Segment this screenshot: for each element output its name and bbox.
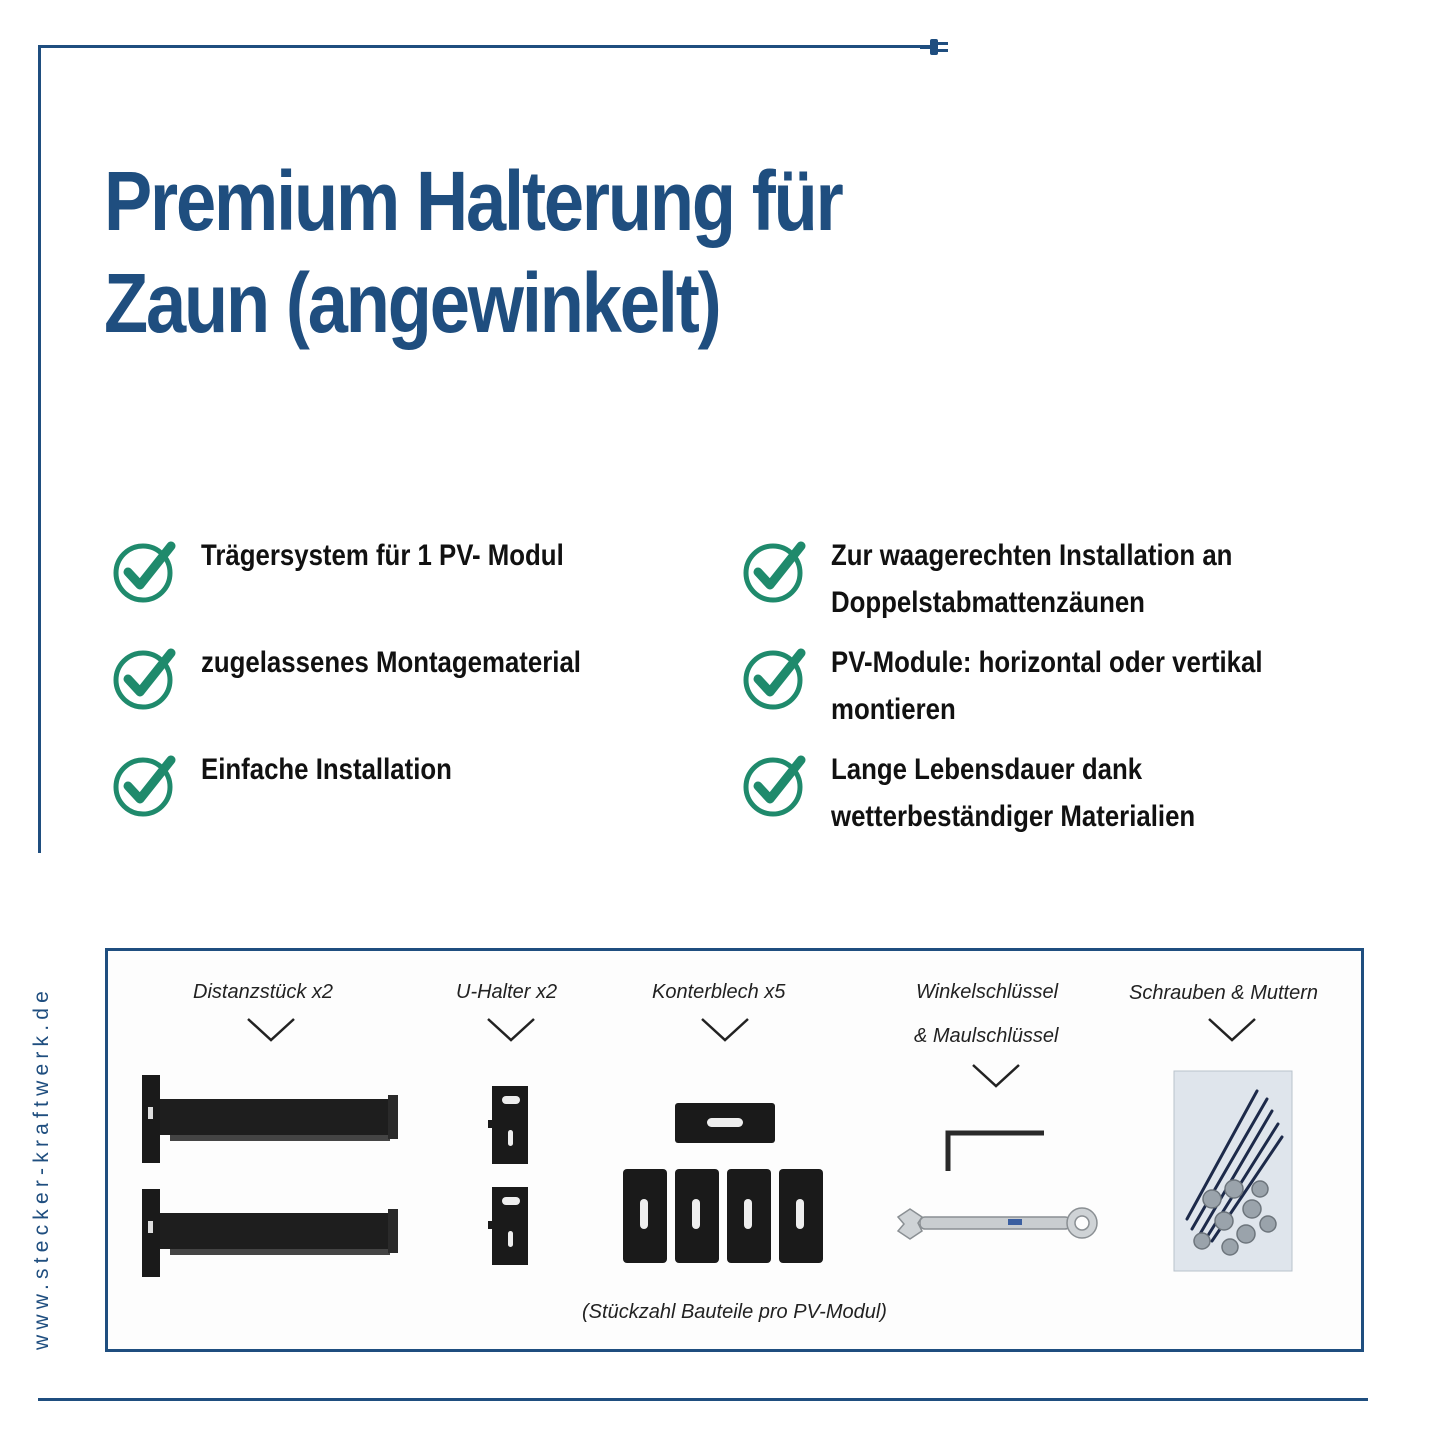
distanzstueck-image: [140, 1073, 405, 1283]
chevron-down-icon: [971, 1063, 1021, 1089]
check-circle-icon: [743, 540, 807, 604]
check-circle-icon: [113, 540, 177, 604]
chevron-down-icon: [700, 1017, 750, 1043]
feature-text: Trägersystem für 1 PV- Modul: [201, 539, 564, 572]
konterblech-image: [621, 1101, 826, 1266]
feature-item-3: [113, 753, 493, 818]
title-line-2: Zaun (angewinkelt): [104, 256, 720, 350]
feature-text: zugelassenes Montagematerial: [201, 646, 581, 679]
feature-text: Einfache Installation: [201, 753, 452, 786]
website-url: www.stecker-kraftwerk.de: [30, 985, 53, 1350]
page-title: [104, 150, 842, 354]
check-circle-icon: [113, 754, 177, 818]
title-line-1: Premium Halterung für: [104, 154, 842, 248]
feature-item-1: [113, 539, 623, 604]
feature-text-line-1: Lange Lebensdauer dank: [831, 753, 1143, 786]
check-circle-icon: [113, 647, 177, 711]
component-label-winkelschluessel: Winkelschlüssel: [916, 981, 1059, 1003]
frame-bottom-line: [38, 1398, 1368, 1401]
chevron-down-icon: [246, 1017, 296, 1043]
components-box: [105, 948, 1364, 1352]
check-circle-icon: [743, 647, 807, 711]
component-label-maulschluessel: & Maulschlüssel: [914, 1025, 1059, 1047]
component-label-schrauben: Schrauben & Muttern: [1129, 982, 1318, 1004]
feature-text-line-1: Zur waagerechten Installation an: [831, 539, 1233, 572]
schrauben-image: [1172, 1069, 1294, 1273]
feature-text-line-1: PV-Module: horizontal oder vertikal: [831, 646, 1263, 679]
feature-text-line-2: Doppelstabmattenzäunen: [831, 586, 1145, 619]
feature-item-4: [743, 539, 1298, 626]
feature-text: [831, 532, 1232, 626]
frame-left-line: [38, 45, 41, 853]
schluessel-image: [888, 1123, 1103, 1253]
feature-item-6: [743, 753, 1254, 840]
feature-text: [831, 746, 1195, 840]
footnote: (Stückzahl Bauteile pro PV-Modul): [582, 1301, 887, 1323]
chevron-down-icon: [486, 1017, 536, 1043]
component-label-konterblech: Konterblech x5: [652, 981, 786, 1003]
check-circle-icon: [743, 754, 807, 818]
feature-text: [831, 639, 1263, 733]
feature-item-2: [113, 646, 643, 711]
plug-icon: [920, 34, 960, 60]
component-label-distanzstueck: Distanzstück x2: [193, 981, 334, 1003]
frame-top-line: [38, 45, 928, 48]
feature-text-line-2: wetterbeständiger Materialien: [831, 800, 1196, 833]
feature-item-5: [743, 646, 1333, 733]
u-halter-image: [486, 1084, 536, 1269]
chevron-down-icon: [1207, 1017, 1257, 1043]
feature-text-line-2: montieren: [831, 693, 956, 726]
component-label-u-halter: U-Halter x2: [456, 981, 558, 1003]
